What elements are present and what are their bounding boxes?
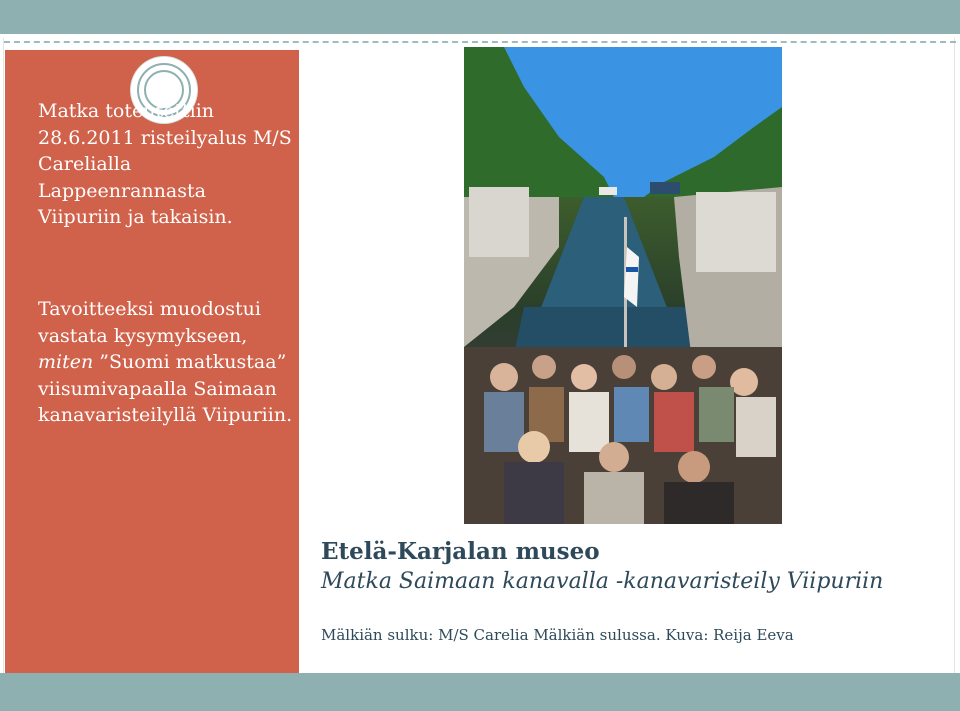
dashed-divider [4,41,956,43]
goal-paragraph [38,296,293,429]
slide-subtitle: Matka Saimaan kanavalla -kanavaristeily Viipuriin [321,569,884,594]
photo-caption: Mälkiän sulku: M/S Carelia Mälkiän sulussa. Kuva: Reija Eeva [321,626,794,644]
top-bar [0,0,960,34]
photo-illustration [464,47,782,524]
canal-lock-photo [464,47,782,524]
goal-text-end: ”Suomi matkustaa” viisumivapaalla Saimaan kanavaristeilyllä Viipuriin. [38,351,293,426]
museum-name: Etelä-Karjalan museo [321,538,600,565]
bottom-bar [0,673,960,711]
goal-text-start: Tavoitteeksi muodostui vastata kysymykseen, [38,298,261,347]
goal-text-italic: miten [38,351,94,373]
intro-paragraph: Matka toteutettiin 28.6.2011 risteilyalus M/S Carelialla Lappeenrannasta Viipuriin ja takaisin. [38,100,292,228]
